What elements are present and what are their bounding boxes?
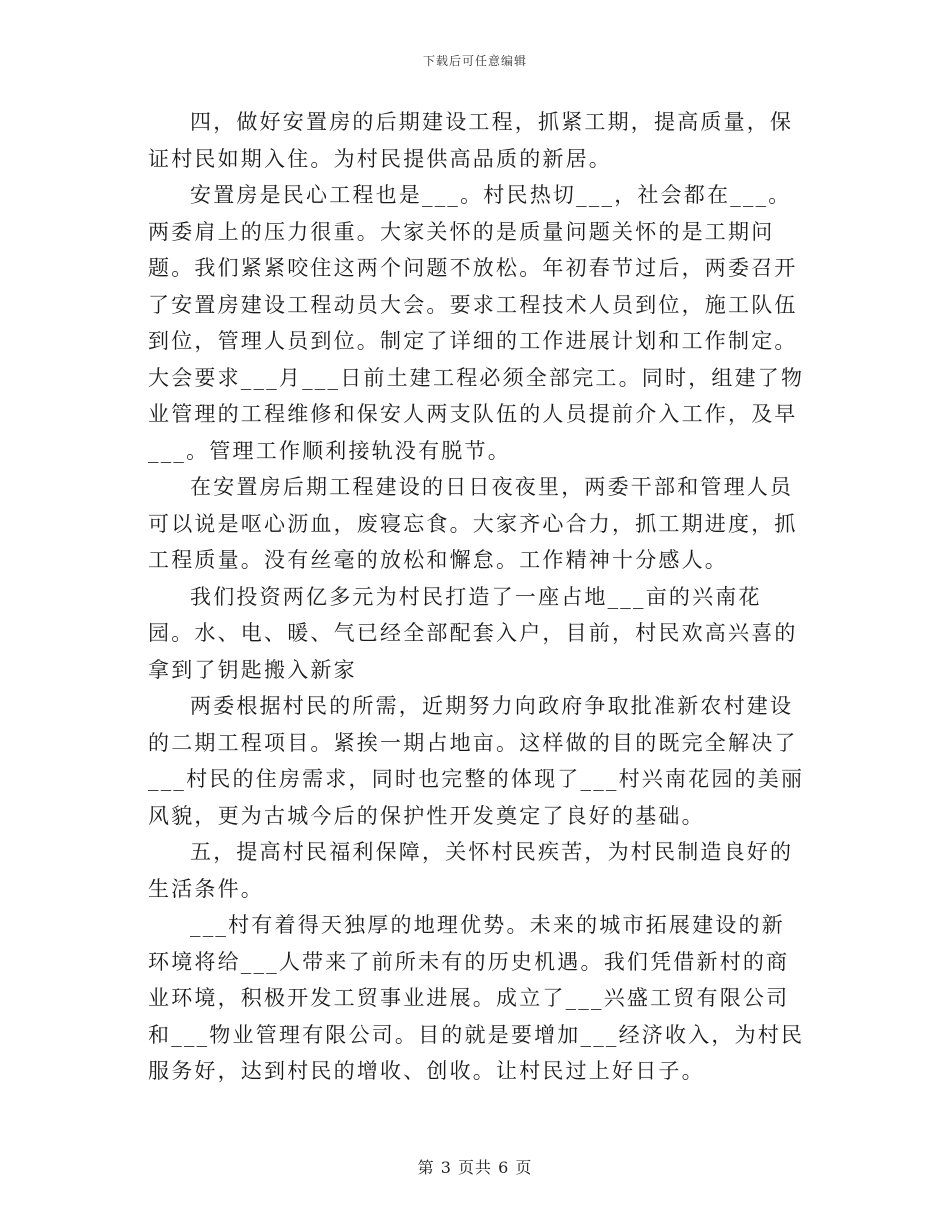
paragraph-commercial-development: ___村有着得天独厚的地理优势。未来的城市拓展建设的新环境将给___人带来了前所未有的历史机遇。我们凭借新村的商业环境，积极开发工贸事业进展。成立了___兴盛工贸有限公司和___物业管理有限公司。目的就是要增加___经济收入，为村民服务好，达到村民的增收、创收。让村民过上好日子。 xyxy=(148,913,805,1083)
page-header: 下载后可任意编辑 xyxy=(422,54,527,68)
document-body xyxy=(148,104,808,1090)
paragraph-construction-effort: 在安置房后期工程建设的日日夜夜里，两委干部和管理人员可以说是呕心沥血，废寝忘食。大家齐心合力，抓工期进度，抓工程质量。没有丝毫的放松和懈怠。工作精神十分感人。 xyxy=(148,475,798,572)
paragraph-resettlement-housing: 安置房是民心工程也是___。村民热切___，社会都在___。两委肩上的压力很重。大家关怀的是质量问题关怀的是工期问题。我们紧紧咬住这两个问题不放松。年初春节过后，两委召开了安置房建设工程动员大会。要求工程技术人员到位，施工队伍到位，管理人员到位。制定了详细的工作进展计划和工作制定。大会要求___月___日前土建工程必须全部完工。同时，组建了物业管理的工程维修和保安人两支队伍的人员提前介入工作，及早___。管理工作顺利接轨没有脱节。 xyxy=(148,183,805,463)
paragraph-phase-two-project: 两委根据村民的所需，近期努力向政府争取批准新农村建设的二期工程项目。紧挨一期占地亩。这样做的目的既完全解决了___村民的住房需求，同时也完整的体现了___村兴南花园的美丽风貌，更为古城今后的保护性开发奠定了良好的基础。 xyxy=(148,694,805,828)
paragraph-xingnan-garden: 我们投资两亿多元为村民打造了一座占地___亩的兴南花园。水、电、暖、气已经全部配套入户，目前，村民欢高兴喜的拿到了钥匙搬入新家 xyxy=(148,584,798,682)
page-footer: 第 3 页共 6 页 xyxy=(417,1158,533,1177)
paragraph-section-five-heading: 五，提高村民福利保障，关怀村民疾苦，为村民制造良好的生活条件。 xyxy=(148,840,794,901)
paragraph-section-four-heading: 四，做好安置房的后期建设工程，抓紧工期，提高质量，保证村民如期入住。为村民提供高品质的新居。 xyxy=(148,110,794,171)
